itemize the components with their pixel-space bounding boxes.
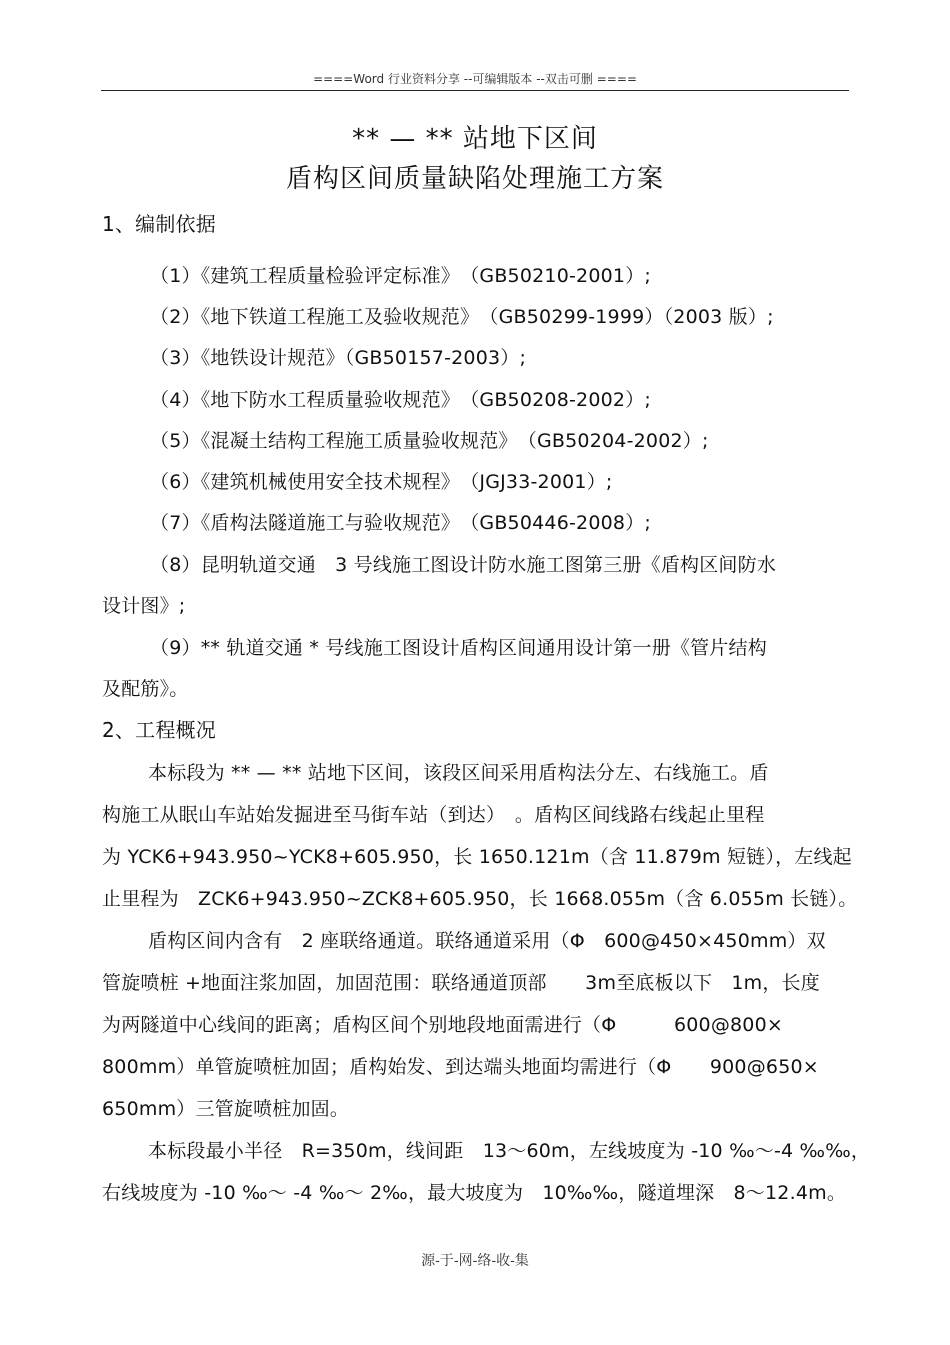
reference-item: （6）《建筑机械使用安全技术规程》 （JGJ33-2001）; <box>150 471 613 493</box>
reference-item-9-line1: （9）** 轨道交通 * 号线施工图设计盾构区间通用设计第一册《管片结构 <box>150 637 767 659</box>
section-heading-1: 1、编制依据 <box>102 212 216 236</box>
paragraph-line: 650mm）三管旋喷桩加固。 <box>102 1098 350 1120</box>
page-footer: 源-于-网-络-收-集 <box>421 1253 529 1269</box>
paragraph-line: 为两隧道中心线间的距离；盾构区间个别地段地面需进行（Φ 600@800× <box>102 1014 784 1036</box>
reference-item: （3）《地铁设计规范》（GB50157-2003）; <box>150 347 527 369</box>
reference-item: （7）《盾构法隧道施工与验收规范》 （GB50446-2008）; <box>150 512 651 534</box>
reference-item-9-line2: 及配筋》。 <box>102 678 189 700</box>
paragraph-line: 止里程为 ZCK6+943.950~ZCK8+605.950，长 1668.055m（含 6.055m 长链）。 <box>102 888 858 910</box>
reference-item-8-line2: 设计图》; <box>102 595 186 617</box>
paragraph-line: 右线坡度为 -10 ‰～ -4 ‰～ 2‰，最大坡度为 10‰‰，隧道埋深 8～12.4m。 <box>102 1182 847 1204</box>
paragraph-line: 管旋喷桩 +地面注浆加固，加固范围：联络通道顶部 3m至底板以下 1m，长度 <box>102 972 820 994</box>
reference-item: （5）《混凝土结构工程施工质量验收规范》 （GB50204-2002）; <box>150 430 709 452</box>
paragraph-line: 800mm）单管旋喷桩加固；盾构始发、到达端头地面均需进行（Φ 900@650× <box>102 1056 819 1078</box>
reference-item-8-line1: （8）昆明轨道交通 3 号线施工图设计防水施工图第三册《盾构区间防水 <box>150 554 777 576</box>
reference-item: （4）《地下防水工程质量验收规范》 （GB50208-2002）; <box>150 389 651 411</box>
paragraph-line: 本标段为 ** — ** 站地下区间，该段区间采用盾构法分左、右线施工。盾 <box>148 762 769 784</box>
document-title-line2: 盾构区间质量缺陷处理施工方案 <box>285 164 664 194</box>
paragraph-line: 构施工从眠山车站始发掘进至马街车站（到达） 。盾构区间线路右线起止里程 <box>102 804 765 826</box>
document-title-line1: ** — ** 站地下区间 <box>352 124 598 154</box>
paragraph-line: 盾构区间内含有 2 座联络通道。联络通道采用（Φ 600@450×450mm）双 <box>148 930 826 952</box>
section-heading-2: 2、工程概况 <box>102 718 216 742</box>
paragraph-line: 本标段最小半径 R=350m，线间距 13～60m，左线坡度为 -10 ‰～-4 ‰‰， <box>148 1140 871 1162</box>
page-header: ====Word 行业资料分享 --可编辑版本 --双击可删 ==== <box>313 72 637 86</box>
reference-item: （2）《地下铁道工程施工及验收规范》 （GB50299-1999）（2003 版）; <box>150 306 774 328</box>
header-divider <box>101 90 849 91</box>
reference-item: （1）《建筑工程质量检验评定标准》 （GB50210-2001）; <box>150 265 651 287</box>
paragraph-line: 为 YCK6+943.950~YCK8+605.950，长 1650.121m（含 11.879m 短链），左线起 <box>102 846 852 868</box>
